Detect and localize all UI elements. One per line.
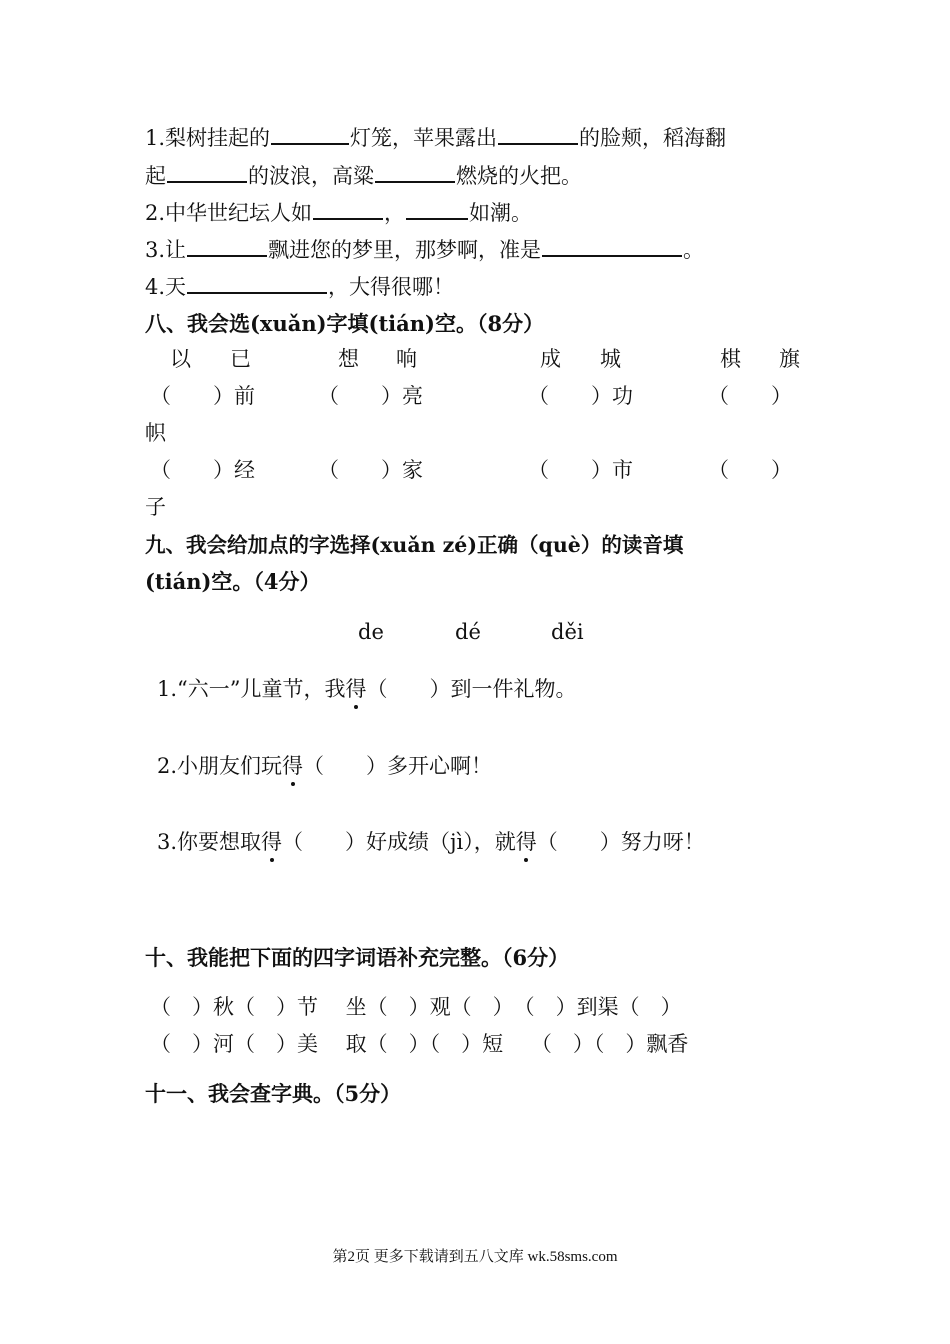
fill-blank-line-1a: 1.梨树挂起的 灯笼，苹果露出 的脸颊，稻海翻 [145, 123, 726, 152]
bracket-fill[interactable]: （ ）前 [150, 384, 255, 408]
bracket-fill[interactable]: （ ）市 [528, 458, 633, 482]
answer-blank[interactable] [313, 198, 383, 220]
fill-blank-line-2: 2.中华世纪坛人如 ， 如潮。 [145, 198, 532, 227]
answer-blank[interactable] [498, 123, 578, 145]
section-10-title: 十、我能把下面的四字词语补充完整。（6分） [145, 945, 570, 970]
idiom-row-1[interactable]: （ ）秋（ ）节 坐（ ）观（ ） （ ）到渠（ ） [150, 995, 682, 1019]
choice-char: 旗 [779, 347, 800, 371]
choice-char: 想 [338, 347, 359, 371]
wrapped-char: 子 [145, 495, 166, 519]
wrapped-char: 帜 [145, 421, 166, 445]
pinyin-option: dé [455, 620, 481, 644]
choice-char: 成 [540, 347, 561, 371]
choice-char: 响 [396, 347, 417, 371]
answer-blank[interactable] [187, 235, 267, 257]
dotted-char: 得 [282, 754, 304, 778]
section-11-title: 十一、我会查字典。（5分） [145, 1081, 402, 1106]
bracket-fill[interactable]: （ ）功 [528, 384, 633, 408]
choice-char: 已 [230, 347, 251, 371]
sentence-1: 1.“六一”儿童节，我得（ ）到一件礼物。 [157, 677, 577, 701]
fill-blank-line-4: 4.天 ，大得很哪！ [145, 272, 454, 301]
choice-char: 城 [600, 347, 621, 371]
dotted-char: 得 [515, 830, 537, 854]
bracket-fill[interactable]: （ ） [708, 458, 792, 482]
answer-blank[interactable] [167, 161, 247, 183]
section-8-title: 八、我会选(xuǎn)字填(tián)空。（8分） [145, 311, 545, 336]
bracket-fill[interactable]: （ ）亮 [318, 384, 423, 408]
choice-char: 以 [170, 347, 191, 371]
answer-blank[interactable] [187, 272, 327, 294]
bracket-fill[interactable]: （ ）家 [318, 458, 423, 482]
dotted-char: 得 [345, 677, 367, 701]
dotted-char: 得 [261, 830, 283, 854]
choice-char: 棋 [720, 347, 741, 371]
page-footer: 第2页 更多下载请到五八文库 wk.58sms.com [332, 1249, 618, 1265]
pinyin-option: de [358, 620, 384, 644]
fill-blank-line-1b: 起 的波浪，高粱 燃烧的火把。 [145, 161, 582, 190]
bracket-fill[interactable]: （ ）经 [150, 458, 255, 482]
answer-blank[interactable] [406, 198, 468, 220]
section-9-title: 九、我会给加点的字选择(xuǎn zé)正确（què）的读音填 [145, 533, 684, 557]
fill-blank-line-3: 3.让 飘进您的梦里，那梦啊，准是 。 [145, 235, 704, 264]
sentence-2: 2.小朋友们玩得（ ）多开心啊！ [157, 754, 493, 778]
idiom-row-2[interactable]: （ ）河（ ）美 取（ ）（ ）短 （ ）（ ）飘香 [150, 1032, 689, 1056]
section-9-title-cont: (tián)空。（4分） [145, 569, 321, 594]
sentence-3: 3.你要想取得（ ）好成绩（jì），就得（ ）努力呀！ [157, 830, 705, 854]
answer-blank[interactable] [271, 123, 349, 145]
answer-blank[interactable] [375, 161, 455, 183]
pinyin-option: děi [551, 620, 584, 644]
bracket-fill[interactable]: （ ） [708, 384, 792, 408]
answer-blank[interactable] [542, 235, 682, 257]
